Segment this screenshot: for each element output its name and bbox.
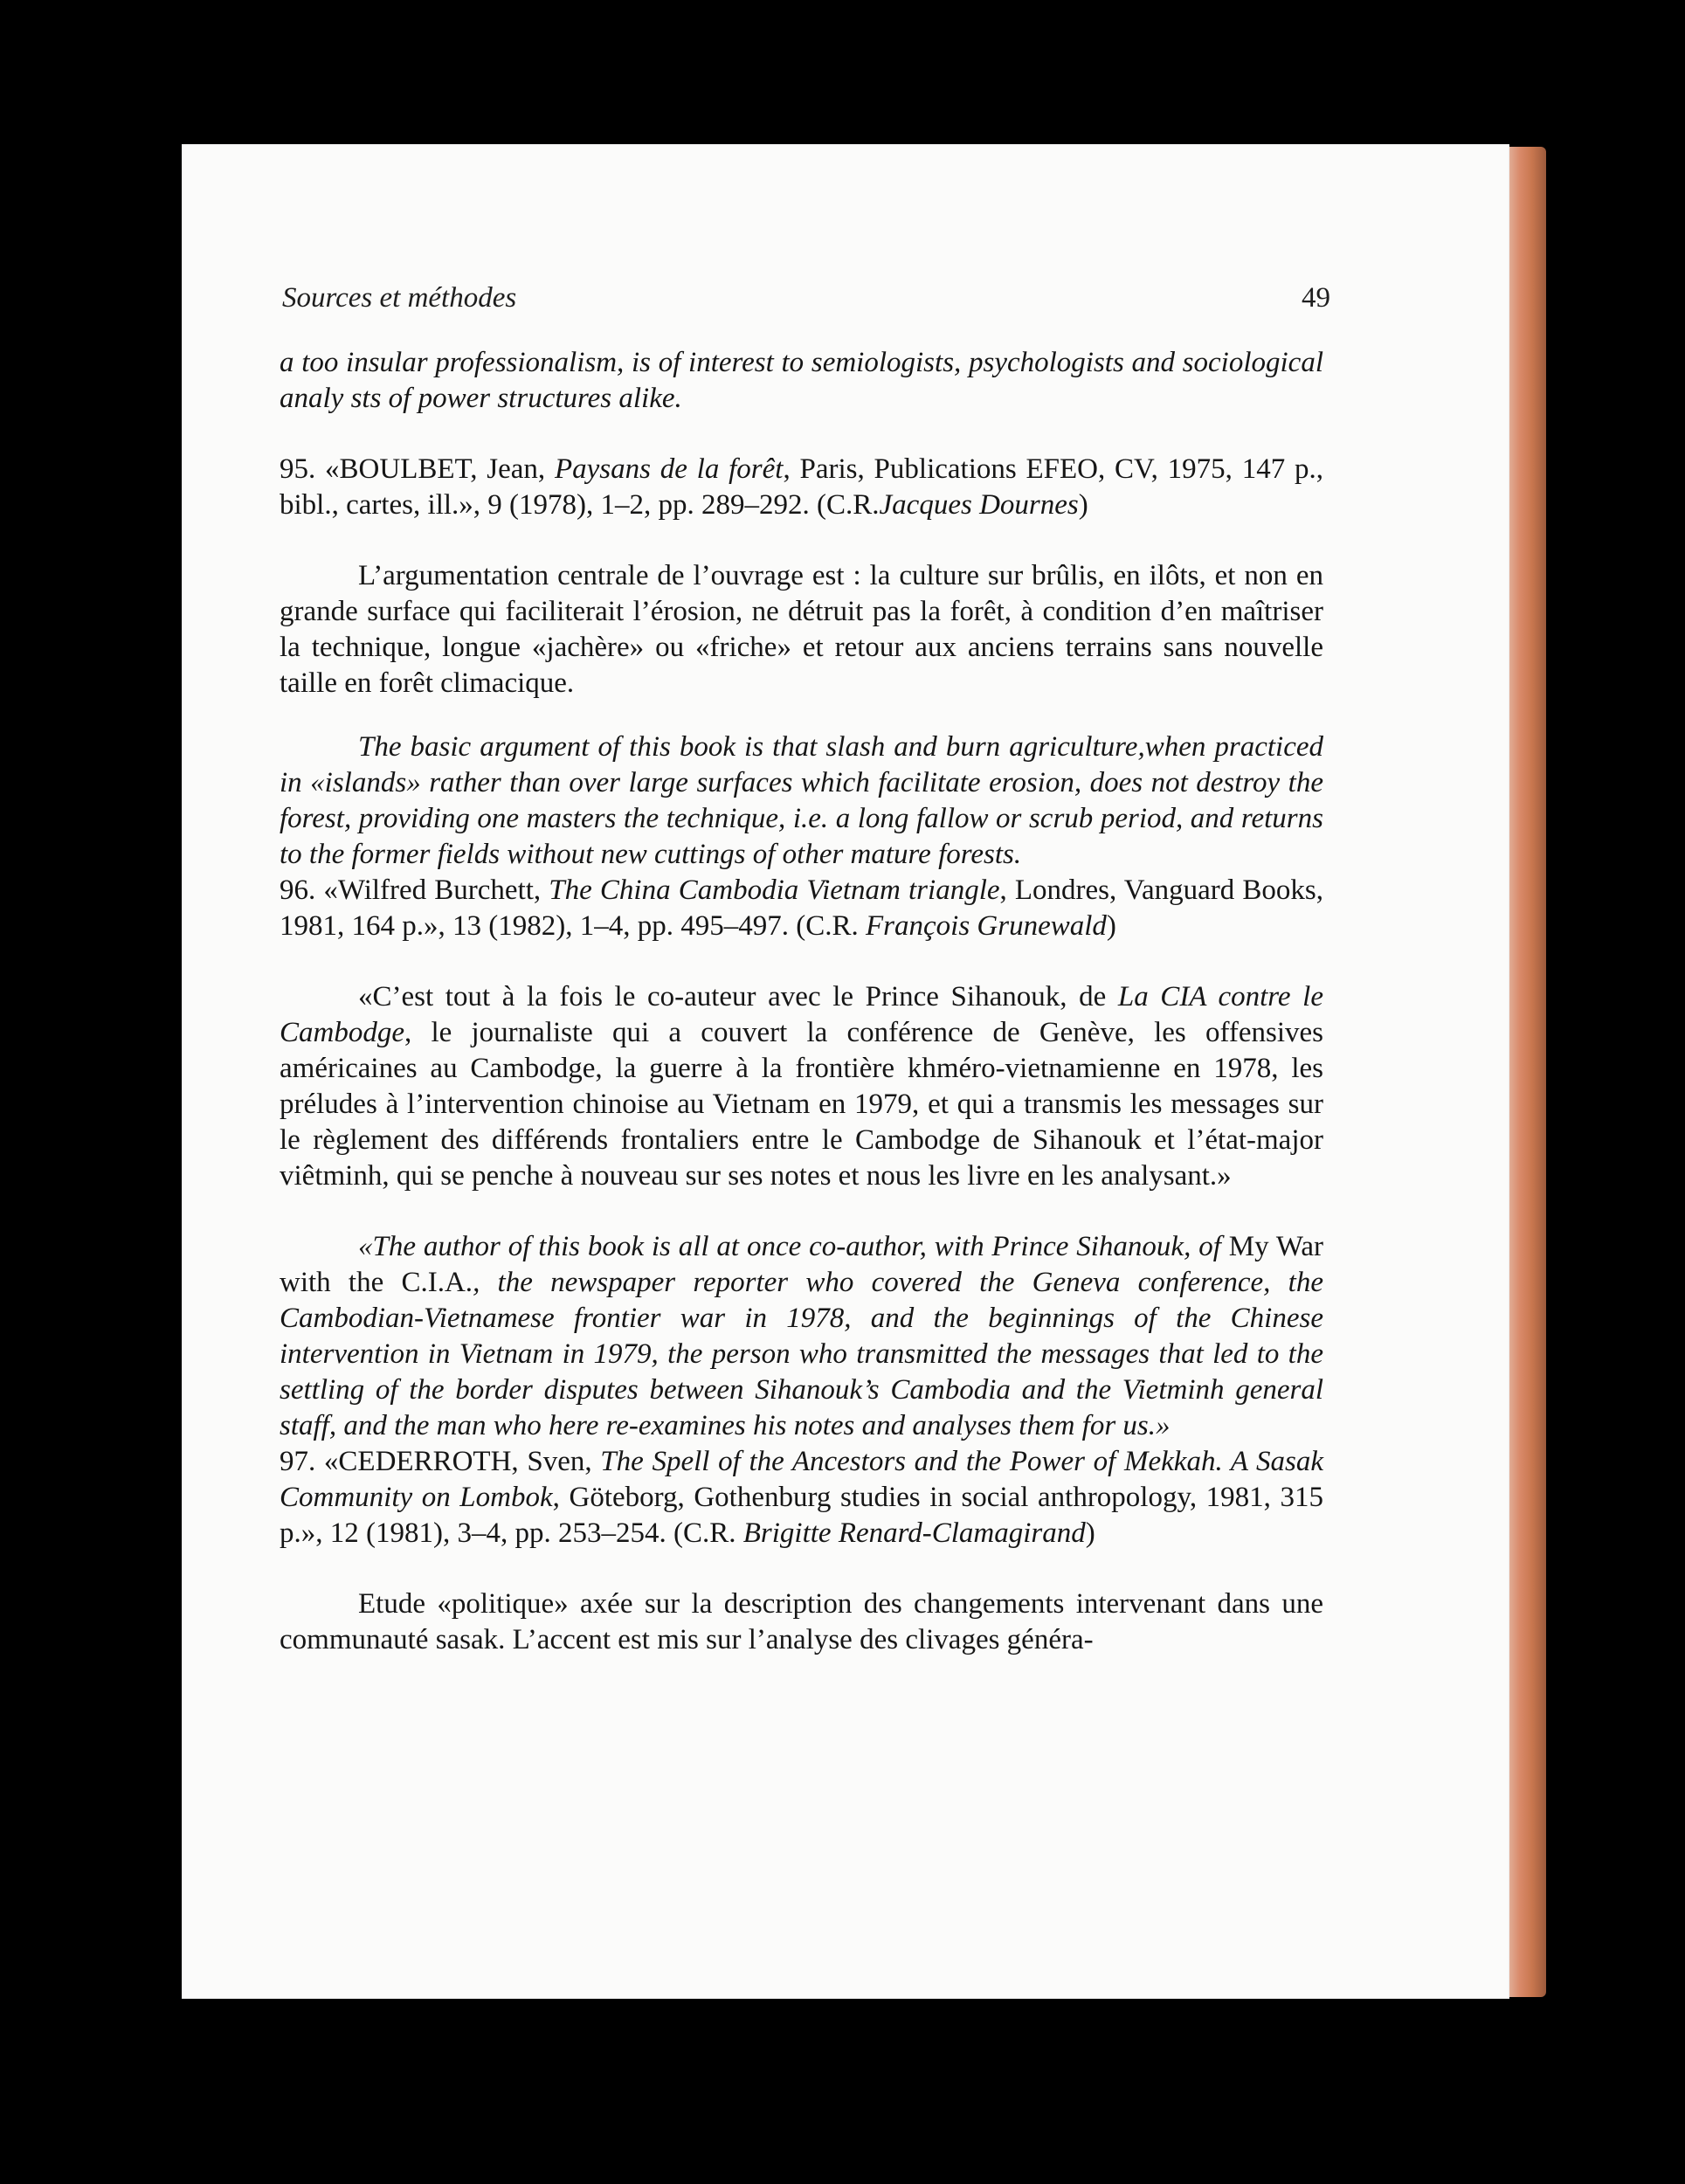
- entry-95-citation: 95. «BOULBET, Jean, Paysans de la forêt, Paris, Publications EFEO, CV, 1975, 147 p., bibl., cartes, ill.», 9 (1978), 1–2, pp. 289–292. (C.R.Jacques Dournes): [280, 453, 1323, 521]
- cited-title: La CIA contre le Cambodge: [280, 981, 1323, 1048]
- entry-96-english: «The author of this book is all at once co-author, with Prince Sihanouk, of My War with the C.I.A., the newspaper reporter who covered the Geneva conference, the Cambodian-Vietnamese frontier war in 1978, and the beginnings of the Chinese intervention in Vietnam in 1979, the person who transmitted the messages that led to the settling of the border disputes between Sihanouk’s Cambodia and the Vietminh general staff, and the man who here re-examines his notes and analyses them for us.»: [280, 1231, 1323, 1441]
- entry-number: 95.: [280, 453, 316, 485]
- reviewer: Brigitte Renard-Clamagirand: [742, 1517, 1086, 1549]
- book-title: The Spell of the Ancestors and the Power of Mekkah. A Sasak Community on Lombok: [280, 1446, 1324, 1513]
- page-number: 49: [1302, 282, 1330, 314]
- reviewer: François Grunewald: [866, 910, 1107, 942]
- entry-number: 97.: [280, 1446, 316, 1477]
- intro-text: a too insular professionalism, is of interest to semiologists, psychologists and sociological analy sts of power structures alike.: [280, 347, 1323, 414]
- entry-95-english: The basic argument of this book is that slash and burn agriculture,when practiced in «islands» rather than over large surfaces which facilitate erosion, does not destroy the forest, providing one masters the technique, i.e. a long fallow or scrub period, and returns to the former fields without new cuttings of other mature forests.: [280, 731, 1323, 870]
- book-title: The China Cambodia Vietnam triangle: [549, 874, 1000, 906]
- reviewer: Jacques Dournes: [879, 489, 1079, 521]
- book-title: Paysans de la forêt: [554, 453, 784, 485]
- entry-96-french: «C’est tout à la fois le co-auteur avec le Prince Sihanouk, de La CIA contre le Cambodge, le journaliste qui a couvert la conférence de Genève, les offensives américaines au Cambodge, la guerre à la frontière khméro-vietnamienne en 1978, les préludes à l’intervention chinoise au Vietnam en 1979, et qui a transmis les messages sur le règlement des différends frontaliers entre le Cambodge de Sihanouk et l’état-major viêtminh, qui se penche à nouveau sur ses notes et nous les livre en les analysant.»: [280, 981, 1323, 1192]
- cited-title: My War with the C.I.A.: [280, 1231, 1323, 1298]
- running-header: [282, 282, 1330, 314]
- entry-96-citation: 96. «Wilfred Burchett, The China Cambodia Vietnam triangle, Londres, Vanguard Books, 1981, 164 p.», 13 (1982), 1–4, pp. 495–497. (C.R. François Grunewald): [280, 874, 1323, 942]
- page-content: [280, 345, 1323, 1658]
- entry-97-citation: 97. «CEDERROTH, Sven, The Spell of the Ancestors and the Power of Mekkah. A Sasak Community on Lombok, Göteborg, Gothenburg studies in social anthropology, 1981, 315 p.», 12 (1981), 3–4, pp. 253–254. (C.R. Brigitte Renard-Clamagirand): [280, 1446, 1324, 1549]
- running-title: Sources et méthodes: [282, 282, 517, 314]
- entry-number: 96.: [280, 874, 316, 906]
- book-page: [182, 144, 1509, 1999]
- entry-95-french: L’argumentation centrale de l’ouvrage est : la culture sur brûlis, en ilôts, et non en grande surface qui faciliterait l’érosion, ne détruit pas la forêt, à condition d’en maîtriser la technique, longue «jachère» ou «friche» et retour aux anciens terrains sans nouvelle taille en forêt climacique.: [280, 560, 1323, 699]
- entry-97-french: Etude «politique» axée sur la description des changements intervenant dans une communauté sasak. L’accent est mis sur l’analyse des clivages généra-: [280, 1588, 1323, 1655]
